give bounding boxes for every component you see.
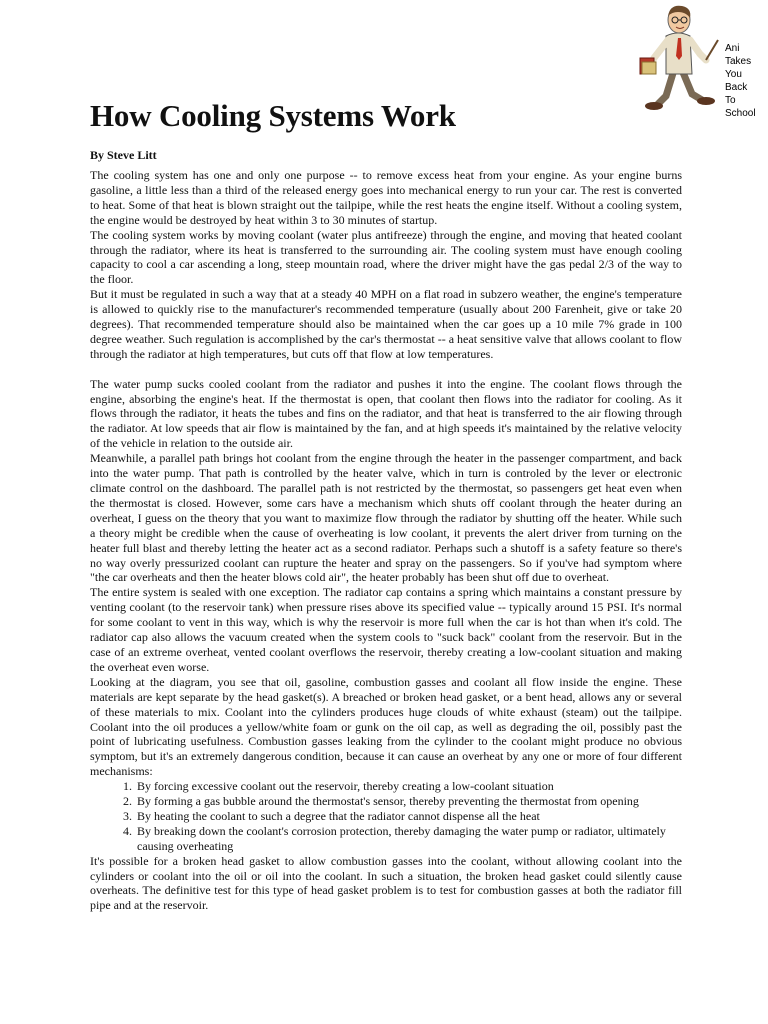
caption-line: You — [725, 69, 742, 80]
list-item: 1. By forcing excessive coolant out the reservoir, thereby creating a low-coolant situation — [135, 779, 682, 794]
paragraph: The water pump sucks cooled coolant from the radiator and pushes it into the engine. The coolant flows through the engine, absorbing the engine's heat. If the thermostat is open, that coolant then flows into the radiator for cooling. As it flows through the radiator, it heats the tubes and fins on the radiator, and that heat is transferred to the air flowing through the radiator. At low speeds that air flow is maintained by the fan, and at high speeds it's maintained by the relative velocity of the vehicle in relation to the outside air. — [90, 376, 682, 451]
paragraph: Meanwhile, a parallel path brings hot coolant from the engine through the heater in the passenger compartment, and back into the water pump. That path is controlled by the heater valve, which in turn is controled by the lever or electronic climate control on the dashboard. The parallel path is not restricted by the thermostat, so passengers get heat even when the thermostat is closed. However, some cars have a mechanism which shuts off coolant through the heater during an overheat, I guess on the theory that you want to maximize flow through the radiator by shutting off the heater. While such a theory might be credible when the cause of overheating is low coolant, it prevents the alert driver from turning on the heater full blast and thereby letting the heater act as a second radiator. Perhaps such a shutoff is a safety feature so there's no way overly pressurized coolant can rupture the heater and spray on the passengers. So if you've had symptom where "the car overheats and then the heater blows cold air", the heater probably has been shut off due to overheat. — [90, 451, 682, 585]
paragraph: The cooling system works by moving coolant (water plus antifreeze) through the engine, and moving that heated coolant through the radiator, where its heat is transferred to the surrounding air. The cooling system must have enough cooling capacity to cool a car ascending a long, steep mountain road, where the driver might have the gas pedal 2/3 of the way to the floor. — [90, 227, 682, 287]
list-item: 2. By forming a gas bubble around the thermostat's sensor, thereby preventing the thermostat from opening — [135, 794, 682, 809]
paragraph: The entire system is sealed with one exception. The radiator cap contains a spring which maintains a constant pressure by venting coolant (to the reservoir tank) when pressure rises above its specified value -- typically around 15 PSI. It's normal for some coolant to vent in this way, which is why the reservoir is more full when the car is hot than when it's cold. The radiator cap also allows the vacuum created when the system cools to "suck back" coolant from the reservoir. But in the case of an extreme overheat, vented coolant overflows the reservoir, thereby creating a low-coolant situation and making the overheat even worse. — [90, 585, 682, 674]
article-body — [90, 168, 682, 913]
byline: By Steve Litt — [90, 148, 157, 162]
mascot-caption — [725, 42, 765, 120]
paragraph: It's possible for a broken head gasket to allow combustion gasses into the coolant, without allowing coolant into the cylinders or coolant into the oil or oil into the coolant. In such a situation, the broken head gasket could silently cause overheats. The definitive test for this type of head gasket problem is to test for combustion gasses at both the radiator fill pipe and at the reservoir. — [90, 853, 682, 913]
caption-line: Back — [725, 82, 748, 93]
caption-line: To — [725, 95, 736, 106]
caption-line: School — [725, 108, 756, 119]
mechanisms-list — [90, 779, 682, 854]
professor-walking-icon — [636, 0, 724, 116]
caption-line: Ani — [725, 43, 740, 54]
paragraph: Looking at the diagram, you see that oil, gasoline, combustion gasses and coolant all flow inside the engine. These materials are kept separate by the head gasket(s). A breached or broken head gasket, or a bent head, allows any or several of these materials to mix. Coolant into the cylinders produces huge clouds of white exhaust (steam) out the tailpipe. Coolant into the oil produces a yellow/white foam or gunk on the oil cap, as well as degrading the oil, possibly past the point of lubricating usefulness. Combustion gasses leaking from the cylinder to the coolant might produce no obvious symptom, but it's an extremely dangerous condition, because it can cause an overheat by any one or more of four different mechanisms: — [90, 674, 682, 779]
paragraph: The cooling system has one and only one purpose -- to remove excess heat from your engine. As your engine burns gasoline, a little less than a third of the released energy goes into mechanical energy to run your car. The rest is converted to heat. Some of that heat is blown straight out the tailpipe, while the rest heats the engine itself. Without a cooling system, the engine would be destroyed by heat within 3 to 30 minutes of startup. — [90, 168, 682, 227]
page-title: How Cooling Systems Work — [90, 98, 456, 133]
caption-line: Takes — [725, 56, 752, 67]
list-item: 3. By heating the coolant to such a degree that the radiator cannot dispense all the heat — [135, 809, 682, 824]
list-item: 4. By breaking down the coolant's corrosion protection, thereby damaging the water pump or radiator, ultimately causing overheating — [135, 824, 682, 854]
paragraph: But it must be regulated in such a way that at a steady 40 MPH on a flat road in subzero weather, the engine's temperature is allowed to quickly rise to the manufacturer's recommended temperature (usually about 200 Farenheit, give or take 20 degrees). That recommended temperature should also be maintained when the car goes up a 10 mile 7% grade in 100 degree weather. Such regulation is accomplished by the car's thermostat -- a heat sensitive valve that allows coolant to flow through the radiator at high temperatures, but cuts off that flow at low temperatures. — [90, 287, 682, 361]
